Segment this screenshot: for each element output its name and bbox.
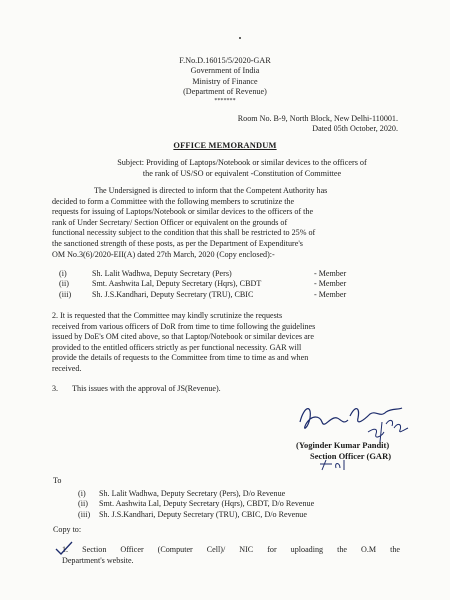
member-row: [59, 269, 399, 279]
copy-line: 1. Section Officer (Computer Cell)/ NIC for uploading the O.M the: [62, 545, 400, 554]
paragraph-line: 2. It is requested that the Committee may kindly scrutinize the requests: [52, 311, 283, 320]
addressee-text: Smt. Aashwita Lal, Deputy Secretary (Hqrs), CBDT, D/o Revenue: [99, 499, 315, 509]
addressee-text: Sh. J.S.Kandhari, Deputy Secretary (TRU), CBIC, D/o Revenue: [99, 509, 307, 519]
letterhead: [0, 56, 450, 104]
check-mark-icon: [54, 540, 74, 556]
subject: [82, 158, 402, 179]
copy-to-label: Copy to:: [53, 525, 82, 534]
signatory-designation: Section Officer (GAR): [310, 451, 392, 461]
paragraph-line: issued by DoE's OM cited above, so that Laptop/Notebook or similar devices are: [52, 332, 314, 342]
paragraph-line: requests for issuing of Laptops/Notebook or similar devices to the officers of the: [52, 207, 314, 217]
punch-mark: [239, 37, 241, 39]
signature-icon: [290, 398, 420, 478]
government-line: Government of India: [190, 66, 260, 76]
department-line: (Department of Revenue): [183, 87, 267, 97]
address-block: [238, 114, 398, 135]
member-role: - Member: [314, 269, 347, 278]
paragraph-line: provide the details of requests to the Committee from time to time as and when: [52, 353, 309, 363]
member-row: [59, 279, 399, 289]
member-name: Smt. Aashwita Lal, Deputy Secretary (Hqrs), CBDT: [92, 279, 262, 289]
paragraph-line: received.: [52, 363, 82, 373]
signatory-name: (Yoginder Kumar Pandit): [296, 440, 390, 450]
paragraph-line: decided to form a Committee with the following members to scrutinize the: [52, 196, 295, 206]
subject-line: Subject: Providing of Laptops/Notebook or similar devices to the officers of: [117, 158, 367, 167]
paragraph-3: 3. This issues with the approval of JS(Revenue).: [52, 384, 221, 393]
paragraph-1: [52, 186, 400, 260]
room-address: Room No. B-9, North Block, New Delhi-110001.: [237, 114, 398, 123]
paragraph-line: functional necessity subject to the condition that this shall be restricted to 25% of: [52, 228, 316, 238]
copy-to-item: [62, 545, 400, 566]
separator-stars: *******: [214, 97, 236, 104]
addressee-text: Sh. Lalit Wadhwa, Deputy Secretary (Pers), D/o Revenue: [99, 489, 286, 498]
paragraph-line: received from various officers of DoR from time to time following the guidelines: [52, 321, 316, 331]
paragraph-line: rank of Under Secretary/ Section Officer or equivalent on the grounds of: [52, 217, 288, 227]
addressee-number: (ii): [78, 499, 88, 509]
ministry-line: Ministry of Finance: [192, 76, 258, 86]
member-name: Sh. Lalit Wadhwa, Deputy Secretary (Pers): [92, 269, 232, 278]
to-label: To: [53, 476, 62, 485]
member-name: Sh. J.S.Kandhari, Deputy Secretary (TRU), CBIC: [92, 289, 254, 299]
copy-line: Department's website.: [62, 555, 134, 565]
member-role: - Member: [314, 289, 347, 299]
member-number: (iii): [59, 289, 72, 299]
member-role: - Member: [314, 279, 347, 289]
paragraph-line: provided to the entitled officers strictly as per functional necessity. GAR will: [52, 342, 302, 352]
paragraph-line: the sanctioned strength of these posts, as per the Department of Expenditure's: [52, 238, 303, 248]
committee-members: [59, 269, 399, 300]
paragraph-line: The Undersigned is directed to inform that the Competent Authority has: [94, 186, 328, 195]
paragraph-2: [52, 311, 400, 375]
member-number: (ii): [59, 279, 69, 289]
file-number: F.No.D.16015/5/2020-GAR: [179, 56, 271, 65]
paragraph-line: OM No.3(6)/2020-EII(A) dated 27th March, 2020 (Copy enclosed):-: [52, 249, 275, 259]
subject-line: the rank of US/SO or equivalent -Constitution of Committee: [142, 168, 342, 178]
member-row: [59, 290, 399, 300]
member-number: (i): [59, 269, 67, 278]
memo-title: OFFICE MEMORANDUM: [173, 141, 277, 150]
addressee-number: (iii): [78, 509, 91, 519]
handwritten-signature: [290, 398, 420, 478]
date-line: Dated 05th October, 2020.: [312, 124, 398, 134]
addressee-number: (i): [78, 489, 86, 498]
